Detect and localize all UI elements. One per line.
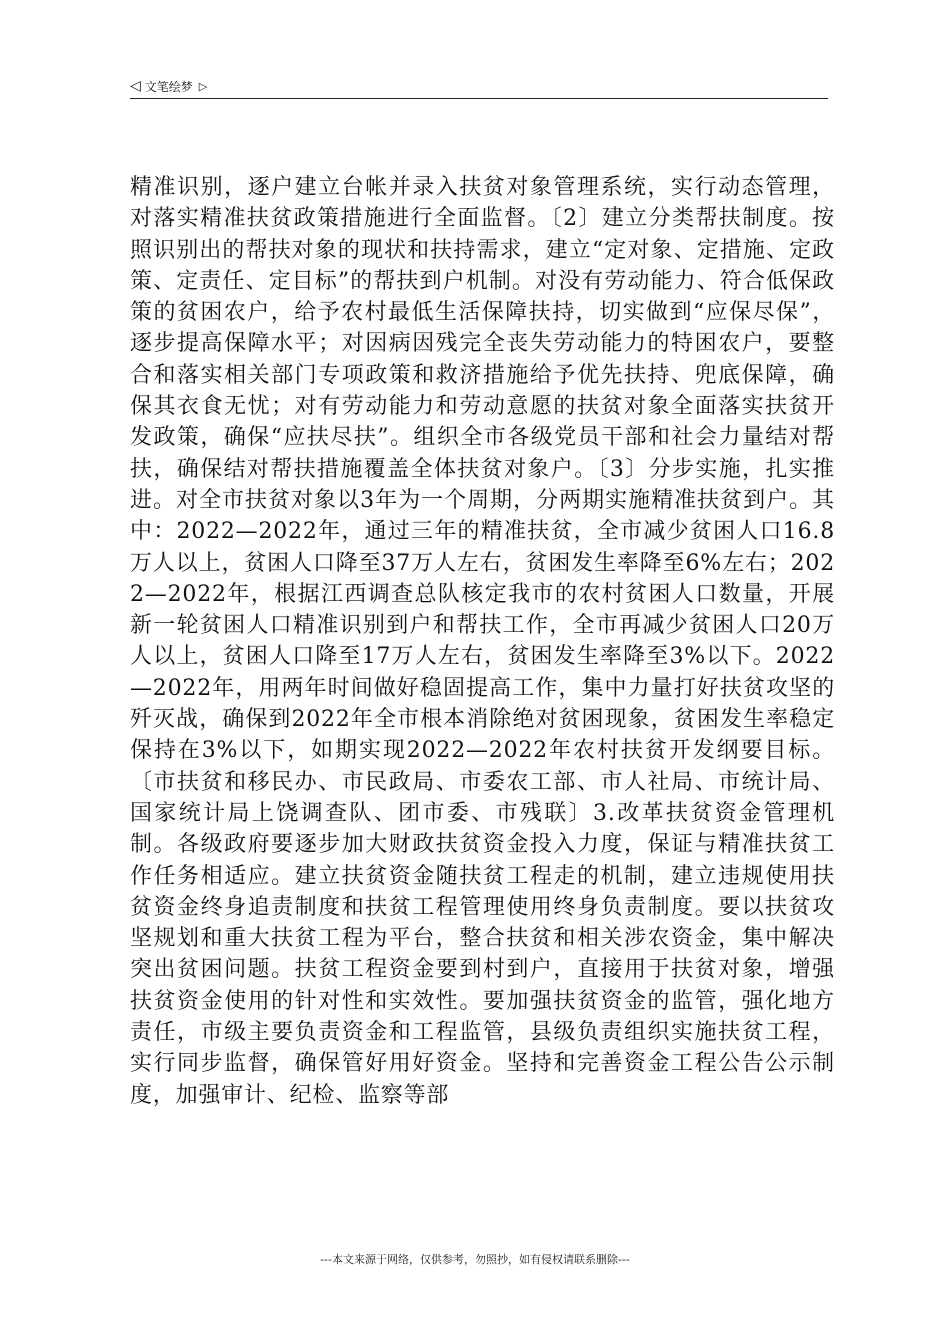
page-header	[130, 74, 828, 99]
triangle-left-icon: ◁	[130, 78, 141, 94]
document-body-text: 精准识别，逐户建立台帐并录入扶贫对象管理系统，实行动态管理，对落实精准扶贫政策措施进行全面监督。〔2〕建立分类帮扶制度。按照识别出的帮扶对象的现状和扶持需求，建立“定对象、定措施、定政策、定责任、定目标”的帮扶到户机制。对没有劳动能力、符合低保政策的贫困农户，给予农村最低生活保障扶持，切实做到“应保尽保”，逐步提高保障水平；对因病因残完全丧失劳动能力的特困农户，要整合和落实相关部门专项政策和救济措施给予优先扶持、兜底保障，确保其衣食无忧；对有劳动能力和劳动意愿的扶贫对象全面落实扶贫开发政策，确保“应扶尽扶”。组织全市各级党员干部和社会力量结对帮扶，确保结对帮扶措施覆盖全体扶贫对象户。〔3〕分步实施，扎实推进。对全市扶贫对象以3年为一个周期，分两期实施精准扶贫到户。其中：2022—2022年，通过三年的精准扶贫，全市减少贫困人口16.8万人以上，贫困人口降至37万人左右，贫困发生率降至6%左右；2022—2022年，根据江西调查总队核定我市的农村贫困人口数量，开展新一轮贫困人口精准识别到户和帮扶工作，全市再减少贫困人口20万人以上，贫困人口降至17万人左右，贫困发生率降至3%以下。2022—2022年，用两年时间做好稳固提高工作，集中力量打好扶贫攻坚的歼灭战，确保到2022年全市根本消除绝对贫困现象，贫困发生率稳定保持在3%以下，如期实现2022—2022年农村扶贫开发纲要目标。〔市扶贫和移民办、市民政局、市委农工部、市人社局、市统计局、国家统计局上饶调查队、团市委、市残联〕3.改革扶贫资金管理机制。各级政府要逐步加大财政扶贫资金投入力度，保证与精准扶贫工作任务相适应。建立扶贫资金随扶贫工程走的机制，建立违规使用扶贫资金终身追责制度和扶贫工程管理使用终身负责制度。要以扶贫攻坚规划和重大扶贫工程为平台，整合扶贫和相关涉农资金，集中解决突出贫困问题。扶贫工程资金要到村到户，直接用于扶贫对象，增强扶贫资金使用的针对性和实效性。要加强扶贫资金的监管，强化地方责任，市级主要负责资金和工程监管，县级负责组织实施扶贫工程，实行同步监督，确保管好用好资金。坚持和完善资金工程公告公示制度，加强审计、纪检、监察等部	[130, 175, 835, 1108]
header-title: 文笔绘梦	[144, 79, 193, 94]
footer-notice: ---本文来源于网络，仅供参考，勿照抄，如有侵权请联系删除---	[320, 1253, 630, 1266]
triangle-right-icon: ▷	[198, 79, 208, 93]
